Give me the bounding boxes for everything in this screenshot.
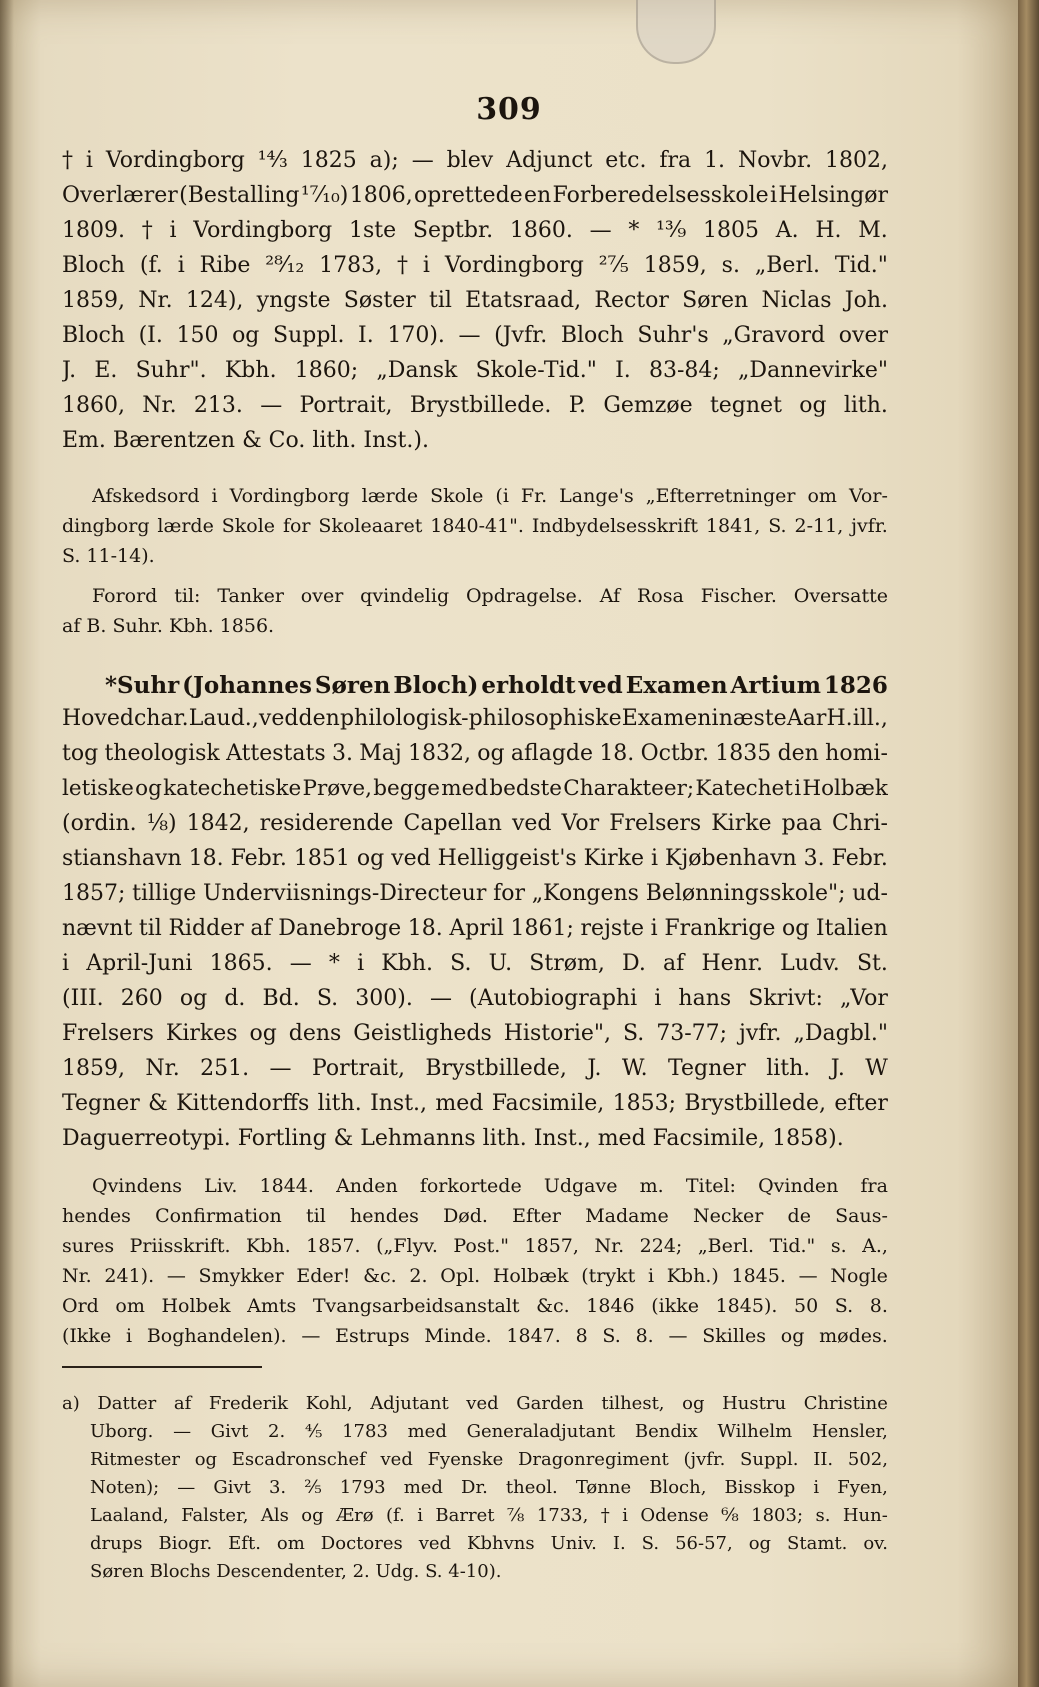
- text-line: 1857; tillige Underviisnings-Directeur for „Kongens Belønningsskole"; ud-: [62, 881, 888, 906]
- footnote-line: Laaland, Falster, Als og Ærø (f. i Barret ⅞ 1733, † i Odense ⁶⁄₈ 1803; s. Hun-: [90, 1505, 888, 1526]
- text-line: nævnt til Ridder af Danebroge 18. April 1861; rejste i Frankrige og Italien: [62, 916, 888, 941]
- text-line: tog theologisk Attestats 3. Maj 1832, og aflagde 18. Octbr. 1835 den homi-: [62, 741, 888, 766]
- text-line: Overlærer (Bestalling ¹⁷⁄₁₀) 1806, oprettede en Forberedelsesskole i Helsingør: [62, 183, 888, 208]
- text-line: Em. Bærentzen & Co. lith. Inst.).: [62, 428, 429, 453]
- text-line: 1859, Nr. 251. — Portrait, Brystbillede, J. W. Tegner lith. J. W: [62, 1056, 888, 1081]
- footnote-line: Uborg. — Givt 2. ⅘ 1783 med Generaladjutant Bendix Wilhelm Hensler,: [90, 1421, 888, 1442]
- works-line: (Ikke i Boghandelen). — Estrups Minde. 1847. 8 S. 8. — Skilles og mødes.: [62, 1325, 888, 1347]
- works-line: Afskedsord i Vordingborg lærde Skole (i Fr. Lange's „Efterretninger om Vor-: [92, 485, 888, 507]
- text-line: (III. 260 og d. Bd. S. 300). — (Autobiographi i hans Skrivt: „Vor: [62, 986, 888, 1011]
- text-line: † i Vordingborg ¹⁴⁄₃ 1825 a); — blev Adjunct etc. fra 1. Novbr. 1802,: [62, 148, 888, 173]
- works-line: S. 11-14).: [62, 545, 155, 567]
- text-line: letiske og katechetiske Prøve, begge med bedste Charakteer; Katechet i Holbæk: [62, 776, 888, 801]
- entry-headword-line: *Suhr (Johannes Søren Bloch) erholdt ved Examen Artium 1826: [105, 672, 888, 699]
- text-line: stianshavn 18. Febr. 1851 og ved Helliggeist's Kirke i Kjøbenhavn 3. Febr.: [62, 846, 888, 871]
- footnote-line: Ritmester og Escadronschef ved Fyenske Dragonregiment (jvfr. Suppl. II. 502,: [90, 1449, 888, 1470]
- works-line: hendes Confirmation til hendes Død. Efter Madame Necker de Saus-: [62, 1205, 888, 1227]
- text-line: 1809. † i Vordingborg 1ste Septbr. 1860. — * ¹³⁄₉ 1805 A. H. M.: [62, 218, 888, 243]
- footnote-line: Søren Blochs Descendenter, 2. Udg. S. 4-10).: [90, 1561, 502, 1582]
- text-line: Daguerreotypi. Fortling & Lehmanns lith. Inst., med Facsimile, 1858).: [62, 1126, 844, 1151]
- page-number: 309: [476, 92, 542, 127]
- footnote-line: Noten); — Givt 3. ²⁄₅ 1793 med Dr. theol. Tønne Bloch, Bisskop i Fyen,: [90, 1477, 888, 1498]
- text-line: 1860, Nr. 213. — Portrait, Brystbillede. P. Gemzøe tegnet og lith.: [62, 393, 888, 418]
- works-line: sures Priisskrift. Kbh. 1857. („Flyv. Post." 1857, Nr. 224; „Berl. Tid." s. A.,: [62, 1235, 888, 1257]
- text-line: Tegner & Kittendorffs lith. Inst., med Facsimile, 1853; Brystbillede, efter: [62, 1091, 888, 1116]
- works-line: Ord om Holbek Amts Tvangsarbeidsanstalt &c. 1846 (ikke 1845). 50 S. 8.: [62, 1295, 888, 1317]
- works-line: Nr. 241). — Smykker Eder! &c. 2. Opl. Holbæk (trykt i Kbh.) 1845. — Nogle: [62, 1265, 888, 1287]
- text-line: Hovedchar. Laud., ved den philologisk-philosophiske Examen i næste Aar H. ill.,: [62, 706, 888, 731]
- works-line: af B. Suhr. Kbh. 1856.: [62, 615, 275, 637]
- works-line: Forord til: Tanker over qvindelig Opdragelse. Af Rosa Fischer. Oversatte: [92, 585, 888, 607]
- text-line: i April-Juni 1865. — * i Kbh. S. U. Strøm, D. af Henr. Ludv. St.: [62, 951, 888, 976]
- works-line: dingborg lærde Skole for Skoleaaret 1840-41". Indbydelsesskrift 1841, S. 2-11, jvfr.: [62, 515, 888, 537]
- footnote-rule: [62, 1366, 262, 1368]
- text-line: Frelsers Kirkes og dens Geistligheds Historie", S. 73-77; jvfr. „Dagbl.": [62, 1021, 888, 1046]
- works-line: Qvindens Liv. 1844. Anden forkortede Udgave m. Titel: Qvinden fra: [92, 1175, 888, 1197]
- page-edge: [1018, 0, 1039, 1687]
- text-line: Bloch (f. i Ribe ²⁸⁄₁₂ 1783, † i Vordingborg ²⁷⁄₅ 1859, s. „Berl. Tid.": [62, 253, 888, 278]
- text-line: Bloch (I. 150 og Suppl. I. 170). — (Jvfr. Bloch Suhr's „Gravord over: [62, 323, 888, 348]
- footnote-line: a) Datter af Frederik Kohl, Adjutant ved Garden tilhest, og Hustru Christine: [62, 1393, 888, 1414]
- footnote-line: drups Biogr. Eft. om Doctores ved Kbhvns Univ. I. S. 56-57, og Stamt. ov.: [90, 1533, 888, 1554]
- text-line: J. E. Suhr". Kbh. 1860; „Dansk Skole-Tid." I. 83-84; „Dannevirke": [62, 358, 888, 383]
- text-line: (ordin. ⅛) 1842, residerende Capellan ved Vor Frelsers Kirke paa Chri-: [62, 811, 888, 836]
- text-line: 1859, Nr. 124), yngste Søster til Etatsraad, Rector Søren Niclas Joh.: [62, 288, 888, 313]
